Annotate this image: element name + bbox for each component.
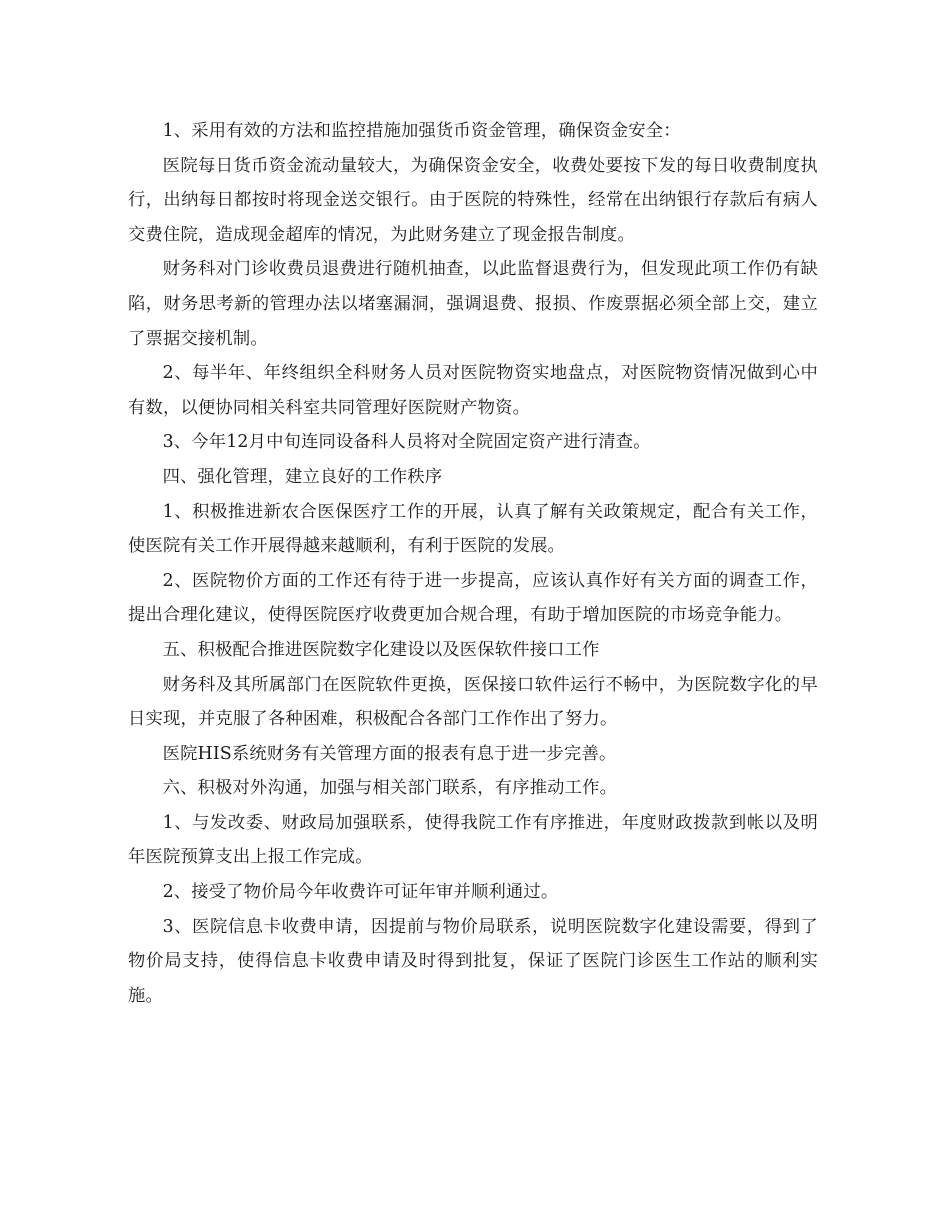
paragraph: 1、采用有效的方法和监控措施加强货币资金管理，确保资金安全： xyxy=(162,121,681,141)
paragraph: 医院每日货币资金流动量较大，为确保资金安全，收费处要按下发的每日收费制度执行，出纳每日都按时将现金送交银行。由于医院的特殊性，经常在出纳银行存款后有病人交费住院，造成现金超库的情况，为此财务建立了现金报告制度。 xyxy=(128,155,818,245)
section-heading: 六、积极对外沟通，加强与相关部门联系，有序推动工作。 xyxy=(162,778,618,799)
paragraph: 2、医院物价方面的工作还有待于进一步提高，应该认真作好有关方面的调查工作，提出合理化建议，使得医院医疗收费更加合规合理，有助于增加医院的市场竞争能力。 xyxy=(128,570,818,626)
paragraph: 3、医院信息卡收费申请，因提前与物价局联系，说明医院数字化建设需要，得到了物价局支持，使得信息卡收费申请及时得到批复，保证了医院门诊医生工作站的顺利实施。 xyxy=(128,916,818,1006)
paragraph: 2、接受了物价局今年收费许可证年审并顺利通过。 xyxy=(162,882,559,903)
section-heading: 四、强化管理，建立良好的工作秩序 xyxy=(162,466,443,487)
paragraph: 1、与发改委、财政局加强联系，使得我院工作有序推进，年度财政拨款到帐以及明年医院预算支出上报工作完成。 xyxy=(128,812,818,868)
section-heading: 五、积极配合推进医院数字化建设以及医保软件接口工作 xyxy=(162,639,600,660)
paragraph: 医院HIS系统财务有关管理方面的报表有息于进一步完善。 xyxy=(162,743,617,764)
paragraph: 2、每半年、年终组织全科财务人员对医院物资实地盘点，对医院物资情况做到心中有数，以便协同相关科室共同管理好医院财产物资。 xyxy=(128,363,818,418)
paragraph: 财务科对门诊收费员退费进行随机抽查，以此监督退费行为，但发现此项工作仍有缺陷，财务思考新的管理办法以堵塞漏洞，强调退费、报损、作废票据必须全部上交，建立了票据交接机制。 xyxy=(128,259,818,349)
paragraph: 3、今年12月中旬连同设备科人员将对全院固定资产进行清查。 xyxy=(162,432,651,453)
paragraph: 1、积极推进新农合医保医疗工作的开展，认真了解有关政策规定，配合有关工作，使医院有关工作开展得越来越顺利，有利于医院的发展。 xyxy=(128,501,818,557)
document-body xyxy=(128,114,818,1013)
paragraph: 财务科及其所属部门在医院软件更换，医保接口软件运行不畅中，为医院数字化的早日实现，并克服了各种困难，积极配合各部门工作作出了努力。 xyxy=(128,674,818,730)
